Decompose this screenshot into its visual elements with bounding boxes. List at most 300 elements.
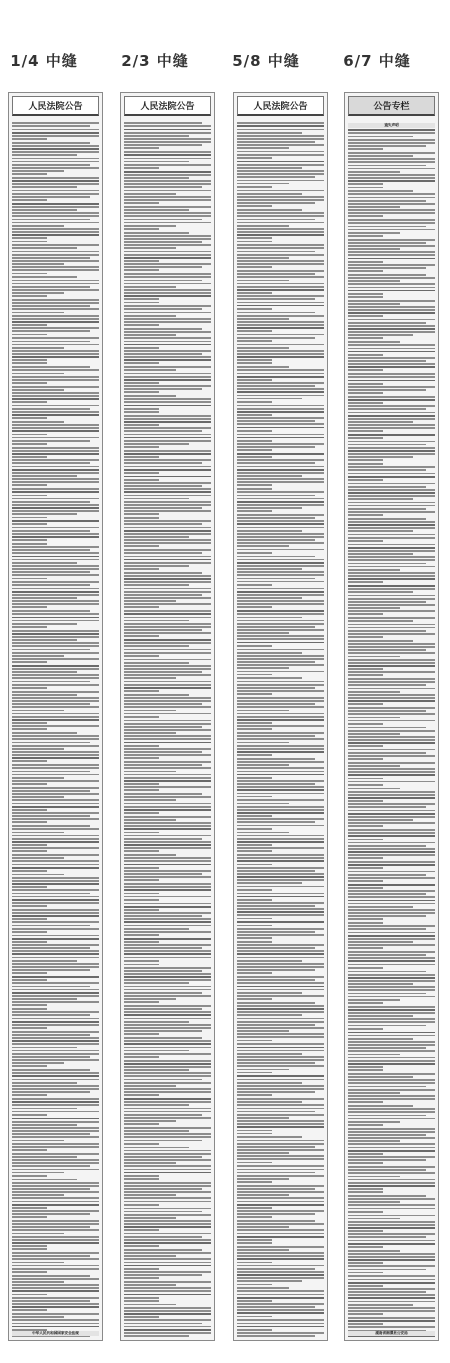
text-line — [348, 652, 435, 654]
text-line — [348, 700, 435, 702]
notice-block — [124, 171, 211, 204]
text-line — [237, 315, 324, 317]
notice-block — [124, 122, 211, 149]
notice-block — [348, 1275, 435, 1314]
text-line — [348, 486, 426, 488]
text-line — [124, 723, 211, 725]
text-line — [12, 1146, 99, 1148]
text-line — [12, 1162, 99, 1164]
text-line — [124, 700, 211, 702]
notice-block — [237, 976, 324, 1000]
text-line — [124, 520, 211, 522]
notice-block — [237, 366, 324, 402]
text-line — [124, 876, 211, 878]
text-line — [348, 857, 383, 859]
text-line — [124, 928, 189, 930]
text-line — [348, 1041, 435, 1043]
column-footer: 中华人民共和国国家安全法规 — [12, 1331, 99, 1336]
notice-block — [237, 405, 324, 432]
text-line — [237, 350, 324, 352]
gutter-column-5-8[interactable] — [233, 92, 328, 1341]
text-line — [348, 986, 435, 988]
gutter-column-2-3[interactable] — [120, 92, 215, 1341]
text-line — [124, 1159, 211, 1161]
text-line — [12, 1088, 99, 1090]
text-line — [237, 536, 324, 538]
text-line — [124, 1265, 211, 1267]
text-line — [12, 880, 99, 882]
text-line — [348, 267, 426, 269]
text-line — [348, 871, 435, 873]
text-line — [124, 761, 211, 763]
text-line — [237, 1194, 289, 1196]
text-line — [348, 691, 400, 693]
text-line — [12, 812, 99, 814]
text-line — [12, 909, 99, 911]
text-line — [237, 700, 324, 702]
text-line — [237, 472, 324, 474]
text-line — [348, 1317, 435, 1319]
text-line — [348, 177, 435, 179]
text-line — [237, 366, 289, 368]
text-line — [124, 498, 189, 500]
text-line — [237, 1262, 272, 1264]
text-line — [237, 1185, 324, 1187]
text-line — [348, 1272, 383, 1274]
text-line — [124, 1123, 159, 1125]
notice-block — [348, 951, 435, 969]
text-line — [348, 1025, 426, 1027]
text-line — [237, 1297, 324, 1299]
text-line — [12, 408, 90, 410]
text-line — [237, 376, 324, 378]
text-line — [12, 286, 90, 288]
text-line — [237, 610, 324, 612]
text-line — [348, 915, 426, 917]
text-line — [237, 212, 324, 214]
text-line — [237, 1312, 324, 1314]
text-line — [348, 922, 383, 924]
text-line — [124, 331, 211, 333]
text-line — [237, 889, 272, 891]
text-line — [12, 228, 99, 230]
text-line — [12, 1149, 47, 1151]
text-line — [237, 703, 315, 705]
text-line — [348, 906, 413, 908]
text-line — [237, 318, 289, 320]
text-line — [348, 703, 383, 705]
notice-block — [124, 1147, 211, 1180]
notice-block — [348, 123, 435, 150]
text-line — [348, 684, 426, 686]
text-line — [12, 484, 47, 486]
text-line — [124, 960, 159, 962]
notice-block — [12, 488, 99, 518]
text-line — [12, 783, 47, 785]
text-line — [12, 443, 47, 445]
notice-block — [348, 152, 435, 188]
text-line — [124, 931, 211, 933]
text-line — [124, 391, 159, 393]
text-line — [348, 1256, 435, 1258]
text-line — [124, 690, 159, 692]
text-line — [237, 129, 324, 131]
text-line — [12, 1326, 99, 1328]
text-line — [348, 733, 400, 735]
text-line — [237, 1188, 315, 1190]
text-line — [348, 607, 400, 609]
text-line — [348, 357, 435, 359]
text-line — [124, 806, 211, 808]
text-line — [348, 944, 435, 946]
text-line — [348, 771, 435, 773]
text-line — [348, 999, 400, 1001]
text-line — [12, 1034, 90, 1036]
text-line — [348, 1282, 435, 1284]
text-line — [12, 552, 99, 554]
text-line — [12, 677, 99, 679]
text-line — [12, 280, 99, 282]
text-line — [124, 523, 202, 525]
text-line — [237, 469, 324, 471]
notice-block — [348, 1215, 435, 1248]
text-line — [12, 793, 99, 795]
text-line — [237, 571, 324, 573]
text-line — [348, 1153, 383, 1155]
text-line — [348, 1101, 383, 1103]
text-line — [348, 752, 426, 754]
text-line — [237, 1309, 324, 1311]
text-line — [12, 212, 99, 214]
text-line — [237, 234, 324, 236]
notice-block — [348, 585, 435, 615]
gutter-column-6-7[interactable] — [344, 92, 439, 1341]
text-line — [237, 1114, 324, 1116]
notice-block — [12, 177, 99, 201]
text-line — [124, 998, 176, 1000]
text-line — [237, 498, 324, 500]
gutter-column-1-4[interactable] — [8, 92, 103, 1341]
text-line — [124, 1108, 211, 1110]
text-line — [348, 396, 435, 398]
text-line — [348, 1137, 435, 1139]
text-line — [348, 1147, 435, 1149]
text-line — [124, 1056, 159, 1058]
text-line — [124, 1117, 211, 1119]
text-line — [124, 976, 211, 978]
notice-block — [12, 610, 99, 628]
text-line — [12, 1281, 64, 1283]
text-line — [124, 507, 202, 509]
text-line — [12, 799, 99, 801]
text-line — [124, 1287, 211, 1289]
text-line — [124, 501, 211, 503]
text-line — [237, 642, 324, 644]
notice-block — [348, 788, 435, 827]
text-line — [237, 530, 302, 532]
text-line — [237, 1155, 324, 1157]
text-line — [237, 674, 272, 676]
text-line — [237, 453, 324, 455]
text-line — [348, 534, 435, 536]
text-line — [348, 781, 435, 783]
notice-block — [124, 273, 211, 303]
text-line — [237, 963, 324, 965]
text-line — [237, 247, 324, 249]
text-line — [237, 459, 324, 461]
text-line — [124, 1268, 159, 1270]
text-line — [348, 1162, 383, 1164]
text-line — [237, 1011, 324, 1013]
text-line — [12, 1091, 90, 1093]
text-line — [124, 273, 211, 275]
text-line — [124, 362, 159, 364]
notice-block — [12, 122, 99, 140]
text-line — [237, 780, 324, 782]
text-line — [348, 816, 435, 818]
text-line — [348, 620, 413, 622]
text-line — [12, 992, 99, 994]
text-line — [124, 504, 211, 506]
notice-block — [237, 893, 324, 920]
text-line — [124, 193, 176, 195]
text-line — [12, 925, 90, 927]
text-line — [348, 399, 435, 401]
text-line — [124, 694, 189, 696]
text-line — [12, 998, 77, 1000]
text-line — [124, 565, 189, 567]
text-line — [237, 1319, 324, 1321]
text-line — [237, 1242, 272, 1244]
text-line — [12, 1050, 99, 1052]
text-line — [124, 154, 211, 156]
text-line — [12, 722, 47, 724]
text-line — [237, 1175, 324, 1177]
text-line — [12, 1072, 99, 1074]
text-line — [12, 728, 47, 730]
text-line — [237, 183, 289, 185]
notice-block — [348, 678, 435, 705]
text-line — [12, 1001, 99, 1003]
text-line — [237, 1277, 324, 1279]
text-line — [12, 466, 99, 468]
text-line — [237, 478, 324, 480]
text-line — [237, 591, 324, 593]
text-line — [237, 440, 272, 442]
text-line — [124, 944, 211, 946]
notice-block — [348, 544, 435, 583]
text-line — [348, 1185, 435, 1187]
text-line — [12, 860, 99, 862]
text-line — [124, 860, 211, 862]
text-line — [237, 581, 324, 583]
notice-block — [348, 518, 435, 542]
text-line — [124, 1156, 202, 1158]
text-line — [348, 1301, 435, 1303]
text-line — [237, 1207, 272, 1209]
text-line — [124, 832, 159, 834]
text-line — [348, 665, 435, 667]
text-line — [124, 385, 211, 387]
text-line — [237, 283, 324, 285]
notice-block — [12, 1008, 99, 1029]
text-line — [348, 694, 435, 696]
notice-block — [124, 572, 211, 608]
text-line — [124, 629, 202, 631]
text-line — [237, 312, 315, 314]
text-line — [12, 1319, 99, 1321]
text-line — [237, 841, 324, 843]
text-line — [12, 1223, 99, 1225]
text-line — [348, 896, 435, 898]
text-line — [124, 1316, 159, 1318]
text-line — [124, 186, 202, 188]
text-line — [12, 283, 99, 285]
text-line — [12, 735, 99, 737]
text-line — [348, 527, 435, 529]
text-line — [12, 815, 90, 817]
text-line — [12, 1140, 64, 1142]
notice-block — [124, 938, 211, 962]
notice-block — [124, 1127, 211, 1145]
text-line — [12, 158, 99, 160]
text-line — [348, 280, 400, 282]
text-line — [12, 1271, 47, 1273]
text-line — [237, 594, 324, 596]
text-line — [124, 1258, 211, 1260]
column-header: 人民法院公告 — [12, 96, 99, 116]
text-line — [124, 1245, 159, 1247]
text-line — [124, 1088, 211, 1090]
text-line — [124, 411, 159, 413]
text-line — [124, 415, 211, 417]
notice-block — [12, 1069, 99, 1096]
text-line — [12, 1085, 99, 1087]
text-line — [348, 366, 435, 368]
text-line — [237, 1088, 324, 1090]
text-line — [124, 1104, 189, 1106]
text-line — [237, 574, 324, 576]
text-line — [124, 713, 211, 715]
text-line — [12, 359, 47, 361]
text-line — [237, 1130, 272, 1132]
text-line — [124, 873, 202, 875]
text-line — [237, 327, 324, 329]
text-line — [12, 777, 64, 779]
text-line — [124, 1284, 176, 1286]
notice-block — [237, 832, 324, 853]
text-line — [237, 1191, 324, 1193]
notice-block — [237, 556, 324, 586]
text-line — [124, 1252, 211, 1254]
text-line — [237, 1165, 324, 1167]
text-line — [124, 1021, 189, 1023]
text-line — [237, 953, 324, 955]
text-line — [124, 1214, 211, 1216]
text-line — [348, 710, 426, 712]
text-line — [237, 1021, 324, 1023]
text-line — [12, 1118, 99, 1120]
text-line — [348, 598, 435, 600]
notice-block — [237, 1319, 324, 1337]
text-line — [237, 1197, 324, 1199]
text-line — [348, 938, 435, 940]
text-line — [12, 1156, 77, 1158]
text-line — [12, 896, 99, 898]
text-line — [124, 341, 211, 343]
text-line — [237, 443, 324, 445]
text-line — [348, 1218, 400, 1220]
text-line — [237, 764, 289, 766]
text-line — [348, 187, 383, 189]
text-line — [237, 1126, 324, 1128]
text-line — [124, 883, 211, 885]
text-line — [12, 237, 47, 239]
text-line — [348, 312, 435, 314]
text-line — [12, 401, 47, 403]
text-line — [237, 1213, 315, 1215]
text-line — [237, 728, 272, 730]
notice-block — [237, 514, 324, 553]
text-line — [12, 617, 99, 619]
notice-block — [12, 447, 99, 486]
text-line — [12, 1082, 77, 1084]
text-line — [237, 697, 324, 699]
text-line — [348, 1086, 426, 1088]
text-line — [124, 376, 211, 378]
text-line — [237, 976, 324, 978]
text-line — [12, 295, 47, 297]
text-line — [237, 815, 272, 817]
text-line — [124, 283, 211, 285]
text-line — [348, 1002, 383, 1004]
notice-block — [237, 244, 324, 268]
text-line — [124, 671, 202, 673]
text-line — [348, 1179, 435, 1181]
text-line — [12, 972, 47, 974]
notice-block — [12, 1252, 99, 1273]
notice-block — [237, 1075, 324, 1096]
text-line — [124, 950, 211, 952]
text-line — [348, 239, 435, 241]
text-line — [124, 1335, 189, 1337]
text-line — [348, 749, 435, 751]
text-line — [124, 687, 211, 689]
text-line — [12, 398, 99, 400]
text-line — [12, 935, 99, 937]
text-line — [348, 1227, 435, 1229]
text-line — [348, 1176, 400, 1178]
text-line — [348, 854, 435, 856]
text-line — [12, 1069, 90, 1071]
text-line — [237, 690, 324, 692]
text-line — [237, 1306, 315, 1308]
text-line — [124, 899, 159, 901]
text-line — [124, 132, 211, 134]
text-line — [124, 720, 211, 722]
text-line — [348, 1246, 383, 1248]
text-line — [12, 691, 99, 693]
text-line — [12, 574, 99, 576]
text-line — [12, 630, 99, 632]
text-line — [124, 495, 211, 497]
text-line — [237, 652, 302, 654]
notice-block — [348, 434, 435, 461]
notice-block — [348, 1105, 435, 1126]
text-line — [237, 1085, 324, 1087]
text-line — [348, 681, 435, 683]
text-line — [237, 725, 324, 727]
